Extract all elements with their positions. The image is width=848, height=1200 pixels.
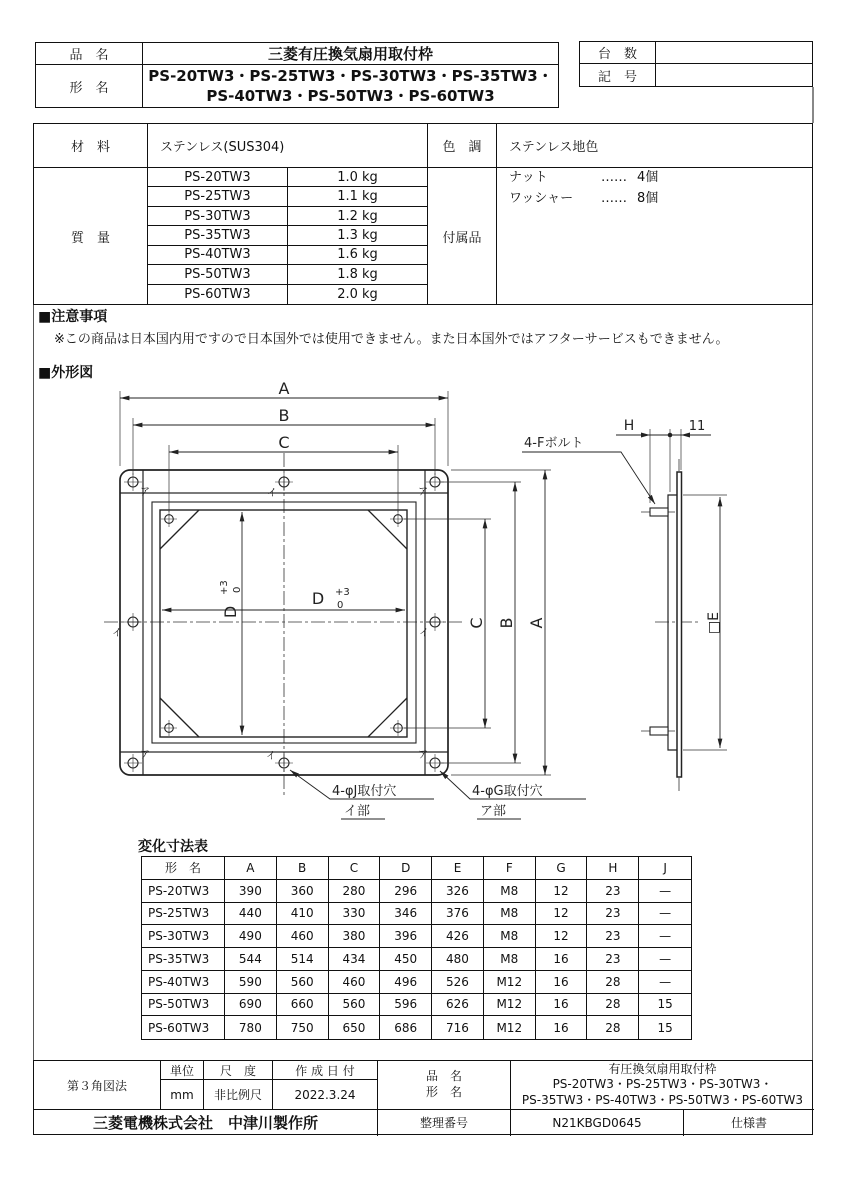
notes-heading: ■注意事項 <box>38 309 108 325</box>
drawing-heading: ■外形図 <box>38 365 94 381</box>
table-cell: 626 <box>432 994 484 1017</box>
mass-value: 2.0 kg <box>288 285 428 304</box>
table-cell: 750 <box>277 1016 329 1039</box>
col-header: J <box>639 857 691 880</box>
company-name: 三菱電機株式会社 中津川製作所 <box>34 1109 378 1136</box>
table-cell: 410 <box>277 903 329 926</box>
table-cell: 296 <box>380 880 432 903</box>
mass-value: 1.1 kg <box>288 187 428 206</box>
date-value: 2022.3.24 <box>273 1080 378 1109</box>
color-label: 色 調 <box>428 124 497 168</box>
table-cell: 15 <box>639 994 691 1017</box>
accessory-value <box>497 168 812 304</box>
table-cell: 380 <box>329 925 381 948</box>
table-cell: M8 <box>484 903 536 926</box>
dim-A-top: A <box>278 379 290 398</box>
table-cell: 280 <box>329 880 381 903</box>
mass-value: 1.6 kg <box>288 246 428 265</box>
table-cell: 16 <box>536 1016 588 1039</box>
dim-H: H <box>623 418 635 434</box>
table-cell: 23 <box>587 925 639 948</box>
table-cell: 650 <box>329 1016 381 1039</box>
dim-B-right: B <box>497 617 516 629</box>
svg-text:+3: +3 <box>335 587 350 598</box>
col-header: 形 名 <box>142 857 225 880</box>
mass-model: PS-50TW3 <box>148 265 288 284</box>
mass-model: PS-30TW3 <box>148 207 288 226</box>
table-cell: M8 <box>484 880 536 903</box>
svg-text:+3: +3 <box>219 580 230 595</box>
table-cell: — <box>639 948 691 971</box>
dim-A-right: A <box>527 617 546 629</box>
table-cell: 686 <box>380 1016 432 1039</box>
unit-label: 単位 <box>161 1061 204 1080</box>
mass-value: 1.2 kg <box>288 207 428 226</box>
table-cell: 450 <box>380 948 432 971</box>
table-cell: 544 <box>225 948 277 971</box>
bolt-callout-label: 4-Fボルト <box>524 436 584 451</box>
table-cell: M8 <box>484 948 536 971</box>
table-cell: PS-50TW3 <box>142 994 225 1017</box>
model-name-value <box>143 65 558 107</box>
unit-value: mm <box>161 1080 204 1109</box>
dim-E: □E <box>706 611 722 635</box>
mass-model: PS-25TW3 <box>148 187 288 206</box>
product-name-table <box>35 42 559 108</box>
col-header: F <box>484 857 536 880</box>
mass-label: 質 量 <box>34 168 148 304</box>
scan-edge-line <box>812 87 814 123</box>
color-value: ステンレス地色 <box>497 124 812 168</box>
hole-j-part-label: イ部 <box>344 804 371 819</box>
mass-model: PS-20TW3 <box>148 168 288 187</box>
mark-a-label: ア <box>140 487 150 498</box>
table-cell: PS-40TW3 <box>142 971 225 994</box>
notes-body: ※この商品は日本国内用ですので日本国外では使用できません。また日本国外ではアフターサービスもできません。 <box>54 332 729 347</box>
table-cell: 12 <box>536 903 588 926</box>
col-header: A <box>225 857 277 880</box>
product-name-value: 三菱有圧換気扇用取付枠 <box>143 43 558 65</box>
table-cell: — <box>639 971 691 994</box>
name-model-values: 有圧換気扇用取付枠 PS-20TW3・PS-25TW3・PS-30TW3・ PS-35TW3・PS-40TW3・PS-50TW3・PS-60TW3 <box>521 1061 804 1107</box>
table-cell: 396 <box>380 925 432 948</box>
material-value: ステンレス(SUS304) <box>148 124 428 168</box>
mass-value: 1.3 kg <box>288 226 428 245</box>
table-cell: 376 <box>432 903 484 926</box>
table-cell: 716 <box>432 1016 484 1039</box>
table-cell: 440 <box>225 903 277 926</box>
table-cell: — <box>639 903 691 926</box>
mark-a-label: ア <box>418 750 428 761</box>
col-header: E <box>432 857 484 880</box>
table-cell: 460 <box>329 971 381 994</box>
material-spec-table <box>33 123 813 305</box>
scale-value: 非比例尺 <box>204 1080 273 1109</box>
table-cell: PS-25TW3 <box>142 903 225 926</box>
table-cell: 28 <box>587 1016 639 1039</box>
table-cell: 23 <box>587 948 639 971</box>
material-label: 材 料 <box>34 124 148 168</box>
table-cell: 560 <box>277 971 329 994</box>
hole-g-callout-label: 4-φG取付穴 <box>472 784 543 799</box>
table-cell: 330 <box>329 903 381 926</box>
svg-text:0: 0 <box>232 586 243 593</box>
hole-j-callout-label: 4-φJ取付穴 <box>332 784 397 799</box>
col-header: D <box>380 857 432 880</box>
table-cell: 360 <box>277 880 329 903</box>
projection-method: 第３角図法 <box>34 1061 161 1109</box>
svg-text:0: 0 <box>337 600 344 611</box>
table-cell: 660 <box>277 994 329 1017</box>
date-label: 作 成 日 付 <box>273 1061 378 1080</box>
table-cell: 28 <box>587 971 639 994</box>
mass-model: PS-35TW3 <box>148 226 288 245</box>
table-cell: 514 <box>277 948 329 971</box>
table-cell: 434 <box>329 948 381 971</box>
table-cell: PS-30TW3 <box>142 925 225 948</box>
count-symbol-table <box>579 41 813 87</box>
dim-C-top: C <box>278 433 290 452</box>
ref-number-label: 整理番号 <box>378 1109 511 1136</box>
table-cell: 690 <box>225 994 277 1017</box>
table-cell: 390 <box>225 880 277 903</box>
table-cell: 16 <box>536 948 588 971</box>
mark-i-label: イ <box>112 628 122 639</box>
table-cell: 460 <box>277 925 329 948</box>
table-cell: 12 <box>536 925 588 948</box>
table-cell: 596 <box>380 994 432 1017</box>
table-cell: 780 <box>225 1016 277 1039</box>
table-cell: 346 <box>380 903 432 926</box>
table-cell: 326 <box>432 880 484 903</box>
units-label: 台 数 <box>580 42 656 64</box>
table-cell: 426 <box>432 925 484 948</box>
model-name-line2: PS-40TW3・PS-50TW3・PS-60TW3 <box>206 87 495 105</box>
table-cell: 590 <box>225 971 277 994</box>
mark-a-label: ア <box>140 750 150 761</box>
table-cell: PS-20TW3 <box>142 880 225 903</box>
table-cell: 490 <box>225 925 277 948</box>
mark-i-label: イ <box>266 751 276 762</box>
mass-model: PS-60TW3 <box>148 285 288 304</box>
mark-i-label: イ <box>267 488 277 499</box>
table-cell: PS-35TW3 <box>142 948 225 971</box>
table-cell: 12 <box>536 880 588 903</box>
scale-label: 尺 度 <box>204 1061 273 1080</box>
accessory-row: ワッシャー …… 8個 <box>509 190 659 206</box>
table-cell: 526 <box>432 971 484 994</box>
product-name-label: 品 名 <box>36 43 143 65</box>
col-header: C <box>329 857 381 880</box>
table-cell: — <box>639 925 691 948</box>
symbol-label: 記 号 <box>580 64 656 86</box>
title-block <box>33 1060 813 1135</box>
accessory-label: 付属品 <box>428 168 497 304</box>
svg-text:D: D <box>221 605 240 619</box>
table-cell: 496 <box>380 971 432 994</box>
table-cell: 480 <box>432 948 484 971</box>
table-cell: M8 <box>484 925 536 948</box>
mark-a-label: ア <box>418 487 428 498</box>
units-value <box>656 42 812 64</box>
hole-g-part-label: ア部 <box>480 804 507 819</box>
table-cell: M12 <box>484 994 536 1017</box>
table-cell: — <box>639 880 691 903</box>
col-header: H <box>587 857 639 880</box>
symbol-value <box>656 64 812 86</box>
table-cell: 16 <box>536 994 588 1017</box>
col-header: B <box>277 857 329 880</box>
table-cell: 23 <box>587 880 639 903</box>
model-name-line1: PS-20TW3・PS-25TW3・PS-30TW3・PS-35TW3・ <box>148 66 553 85</box>
accessory-row: ナット …… 4個 <box>509 170 659 185</box>
table-cell: M12 <box>484 971 536 994</box>
mass-model: PS-40TW3 <box>148 246 288 265</box>
name-model-labels: 品 名 形 名 <box>378 1061 511 1109</box>
table-cell: 560 <box>329 994 381 1017</box>
mark-i-label: イ <box>419 628 429 639</box>
dim-B-top: B <box>278 406 290 425</box>
table-cell: 28 <box>587 994 639 1017</box>
svg-text:D: D <box>311 589 325 608</box>
table-cell: 15 <box>657 1020 673 1035</box>
dim-table-title: 変化寸法表 <box>138 839 208 855</box>
table-cell: PS-60TW3 <box>142 1016 225 1039</box>
table-cell: 16 <box>536 971 588 994</box>
ref-number-value: N21KBGD0645 <box>511 1109 684 1136</box>
dimension-table <box>141 856 692 1040</box>
mass-value: 1.0 kg <box>288 168 428 187</box>
dim-11: 11 <box>688 419 706 434</box>
dim-C-right: C <box>467 617 486 629</box>
model-name-label: 形 名 <box>36 65 143 107</box>
col-header: G <box>536 857 588 880</box>
table-cell: 23 <box>587 903 639 926</box>
table-cell: M12 <box>484 1016 536 1039</box>
doc-type: 仕様書 <box>730 1116 767 1130</box>
mass-value: 1.8 kg <box>288 265 428 284</box>
